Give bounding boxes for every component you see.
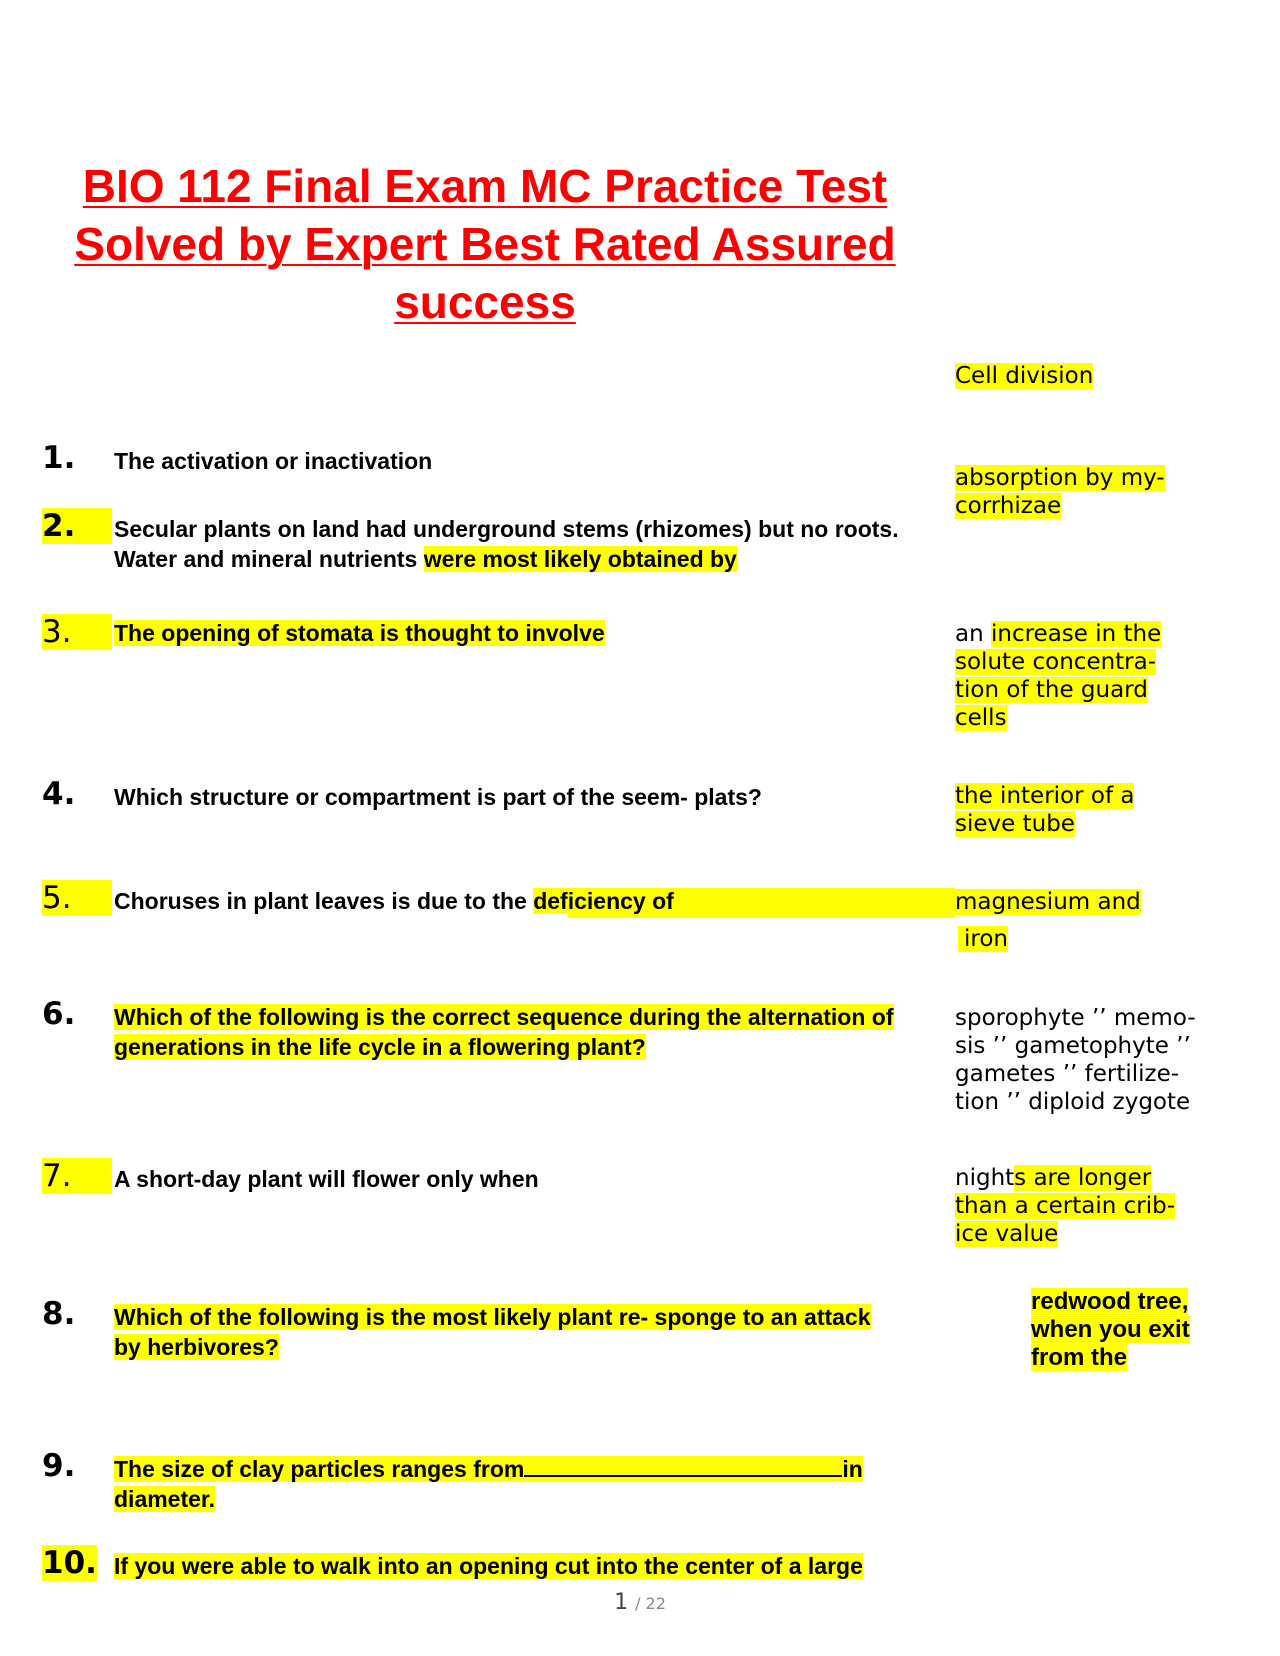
answer-text: gametes ’’ fertilize- (955, 1061, 1180, 1087)
answer-8 (1031, 1288, 1251, 1372)
total-pages: / 22 (635, 1594, 666, 1613)
question-7-text: A short-day plant will flower only when (114, 1166, 539, 1192)
answer-text: from the (1031, 1344, 1127, 1371)
answer-text: sis ’’ gametophyte ’’ (955, 1033, 1191, 1059)
question-number: 9. (42, 1448, 76, 1484)
answer-2 (955, 464, 1255, 520)
highlighted-text: deficiency of (533, 888, 674, 914)
answer-text: absorption by my- (955, 465, 1165, 491)
question-number: 8. (42, 1296, 76, 1332)
question-1-text: The activation or inactivation (114, 448, 433, 474)
question-6-text (114, 1002, 934, 1062)
question-number: 5. (42, 880, 112, 916)
question-text: in (842, 1456, 863, 1482)
question-8-text (114, 1302, 894, 1362)
answer-text: when you exit (1031, 1316, 1190, 1343)
question-text: Choruses in plant leaves is due to the (114, 888, 534, 914)
answer-1 (955, 362, 1255, 390)
answer-3 (955, 620, 1255, 732)
answer-text: magnesium and (955, 889, 1141, 915)
highlighted-text: Which of the following is the correct sequence during the alternation of generations in the life cycle in a flowering plant? (114, 1004, 894, 1060)
question-4-text: Which structure or compartment is part of the seem- plats? (114, 784, 762, 810)
question-text: diameter. (114, 1486, 215, 1512)
answer-text: increase in the (990, 621, 1162, 647)
answer-text: corrhizae (955, 493, 1062, 519)
question-text: The size of clay particles ranges from (114, 1456, 525, 1482)
question-number: 2. (42, 508, 112, 544)
answer-text: iron (958, 926, 1008, 952)
highlighted-text: The opening of stomata is thought to involve (114, 620, 605, 646)
answer-text: solute concentra- (955, 649, 1157, 675)
highlighted-text: Which of the following is the most likely plant re- sponge to an attack by herbivores? (114, 1304, 871, 1360)
document-title (40, 157, 930, 331)
question-2-text (114, 514, 934, 574)
highlighted-text: were most likely obtained by (423, 546, 737, 572)
answer-6 (955, 1004, 1255, 1116)
answer-5b (958, 925, 1258, 953)
answer-text: night (955, 1165, 1015, 1191)
answer-text: redwood tree, (1031, 1288, 1189, 1315)
answer-text: tion ’’ diploid zygote (955, 1089, 1191, 1115)
answer-5 (955, 888, 1255, 916)
title-line-3: success (394, 276, 576, 328)
question-text: Secular plants on land had underground stems (rhizomes) but no roots. Water and mineral nutrients (114, 516, 899, 572)
title-line-2: Solved by Expert Best Rated Assured (74, 218, 896, 270)
answer-4 (955, 782, 1255, 838)
question-number: 10. (42, 1545, 97, 1581)
answer-text: ice value (955, 1221, 1059, 1247)
question-number: 1. (42, 440, 76, 476)
question-10-text (114, 1551, 934, 1581)
answer-text: an (955, 621, 991, 647)
question-number: 3. (42, 614, 112, 650)
answer-text: s are longer (1014, 1165, 1152, 1191)
page-indicator (0, 1590, 1280, 1615)
answer-text: than a certain crib- (955, 1193, 1176, 1219)
answer-text: Cell division (955, 363, 1094, 389)
question-number: 4. (42, 776, 76, 812)
answer-text: cells (955, 705, 1007, 731)
question-number: 6. (42, 996, 76, 1032)
answer-blank (524, 1455, 842, 1477)
highlighted-text: If you were able to walk into an opening cut into the center of a large (114, 1553, 863, 1579)
answer-text: sporophyte ’’ memo- (955, 1005, 1196, 1031)
question-number: 7. (42, 1158, 112, 1194)
answer-text: the interior of a (955, 783, 1135, 809)
question-3-text (114, 618, 934, 648)
answer-text: sieve tube (955, 811, 1075, 837)
current-page: 1 (614, 1590, 629, 1615)
answer-7 (955, 1164, 1255, 1248)
question-9-text (114, 1454, 934, 1514)
question-5-text (114, 886, 934, 916)
title-line-1: BIO 112 Final Exam MC Practice Test (82, 160, 888, 212)
answer-text: tion of the guard (955, 677, 1148, 703)
